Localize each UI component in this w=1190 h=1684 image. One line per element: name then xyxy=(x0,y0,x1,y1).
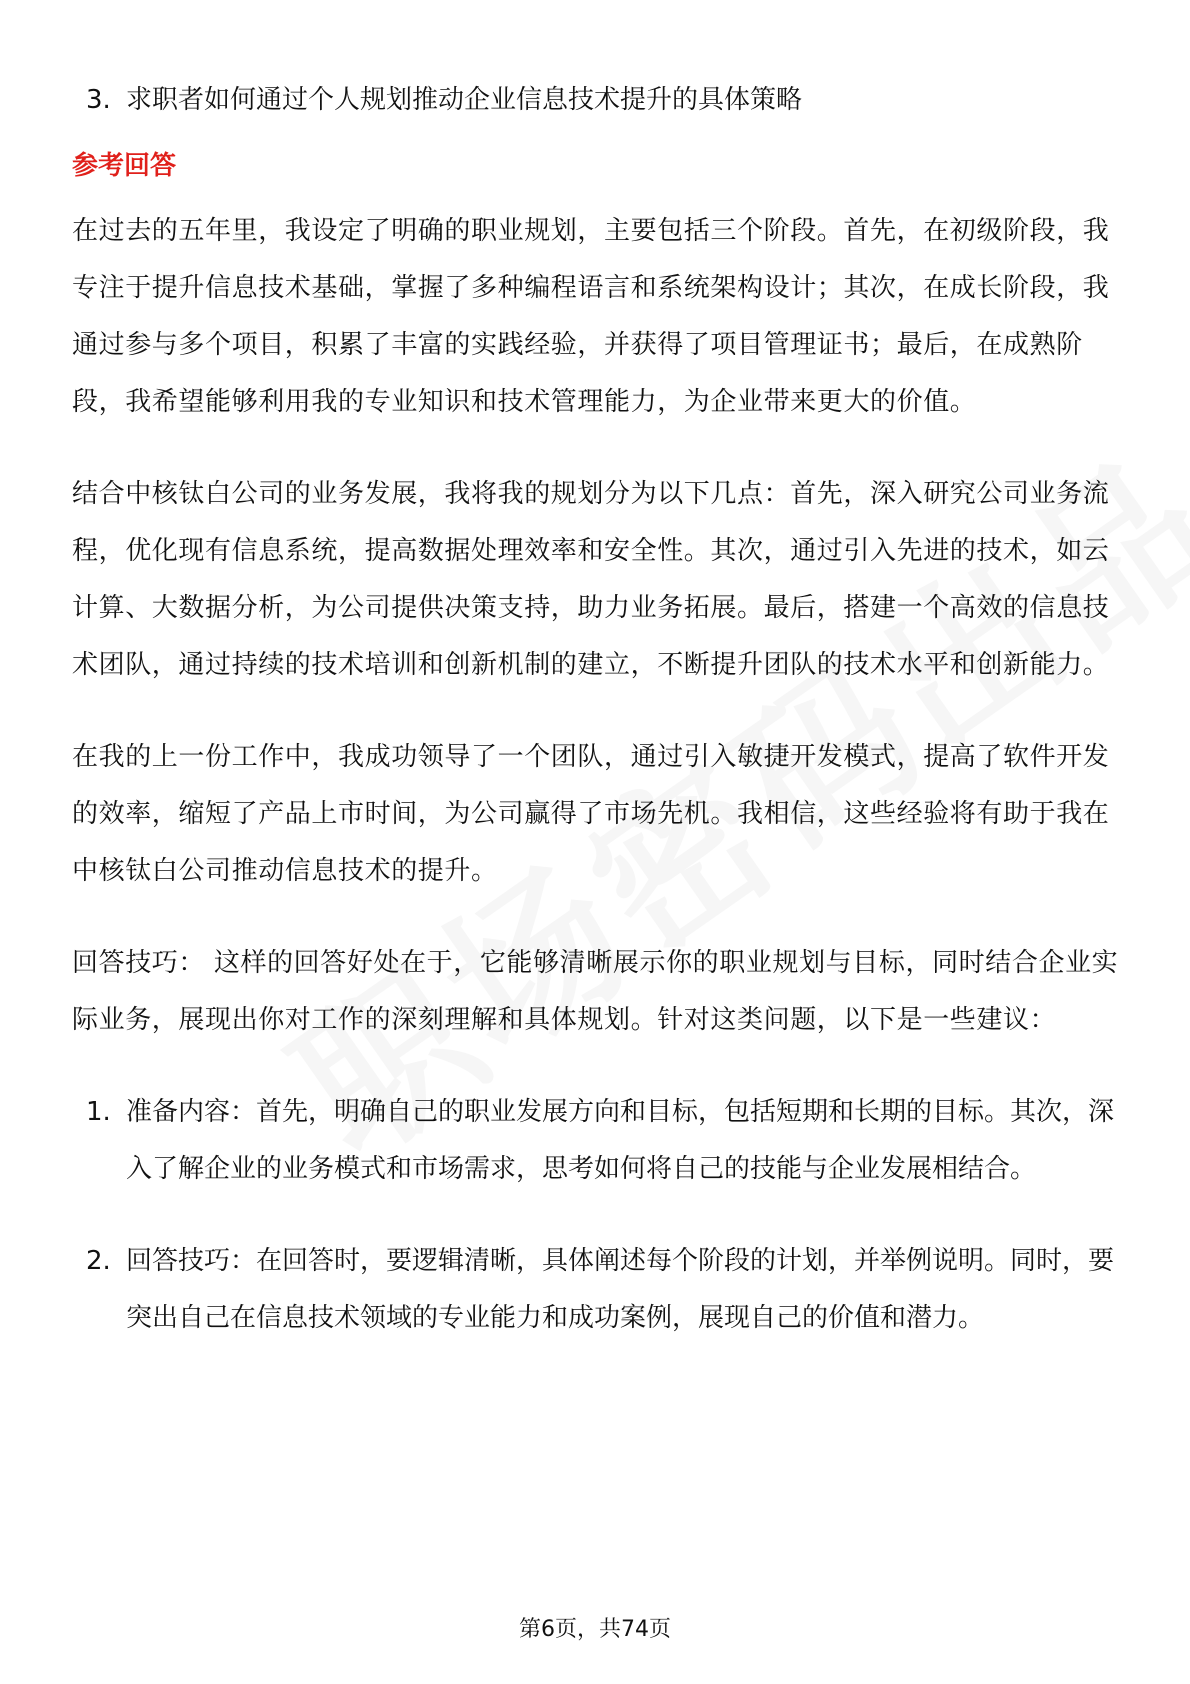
reference-answer-heading: 参考回答 xyxy=(72,151,177,181)
tip-number: 1. xyxy=(86,1097,111,1127)
answer-tips-intro: 回答技巧： 这样的回答好处在于，它能够清晰展示你的职业规划与目标，同时结合企业实际业务，展现出你对工作的深刻理解和具体规划。针对这类问题，以下是一些建议： xyxy=(72,948,1119,1035)
tip-text: 回答技巧：在回答时，要逻辑清晰，具体阐述每个阶段的计划，并举例说明。同时，要突出自己在信息技术领域的专业能力和成功案例，展现自己的价值和潜力。 xyxy=(126,1246,1115,1333)
answer-paragraph: 在过去的五年里，我设定了明确的职业规划，主要包括三个阶段。首先，在初级阶段，我专注于提升信息技术基础，掌握了多种编程语言和系统架构设计；其次，在成长阶段，我通过参与多个项目，积累了丰富的实践经验，并获得了项目管理证书；最后，在成熟阶段，我希望能够利用我的专业知识和技术管理能力，为企业带来更大的价值。 xyxy=(72,216,1110,417)
page-footer: 第6页，共74页 xyxy=(519,1617,671,1642)
answer-paragraph: 结合中核钛白公司的业务发展，我将我的规划分为以下几点：首先，深入研究公司业务流程，优化现有信息系统，提高数据处理效率和安全性。其次，通过引入先进的技术，如云计算、大数据分析，为公司提供决策支持，助力业务拓展。最后，搭建一个高效的信息技术团队，通过持续的技术培训和创新机制的建立，不断提升团队的技术水平和创新能力。 xyxy=(72,479,1110,680)
tip-item xyxy=(72,1233,1122,1347)
question-text: 求职者如何通过个人规划推动企业信息技术提升的具体策略 xyxy=(126,85,803,115)
tip-number: 2. xyxy=(86,1246,111,1276)
question-item xyxy=(72,72,1122,129)
page-content xyxy=(72,72,1122,1382)
tip-item xyxy=(72,1084,1122,1198)
tip-text: 准备内容：首先，明确自己的职业发展方向和目标，包括短期和长期的目标。其次，深入了解企业的业务模式和市场需求，思考如何将自己的技能与企业发展相结合。 xyxy=(126,1097,1115,1184)
answer-paragraph: 在我的上一份工作中，我成功领导了一个团队，通过引入敏捷开发模式，提高了软件开发的效率，缩短了产品上市时间，为公司赢得了市场先机。我相信，这些经验将有助于我在中核钛白公司推动信息技术的提升。 xyxy=(72,742,1110,886)
question-number: 3. xyxy=(86,85,111,115)
tips-list xyxy=(72,1084,1122,1347)
